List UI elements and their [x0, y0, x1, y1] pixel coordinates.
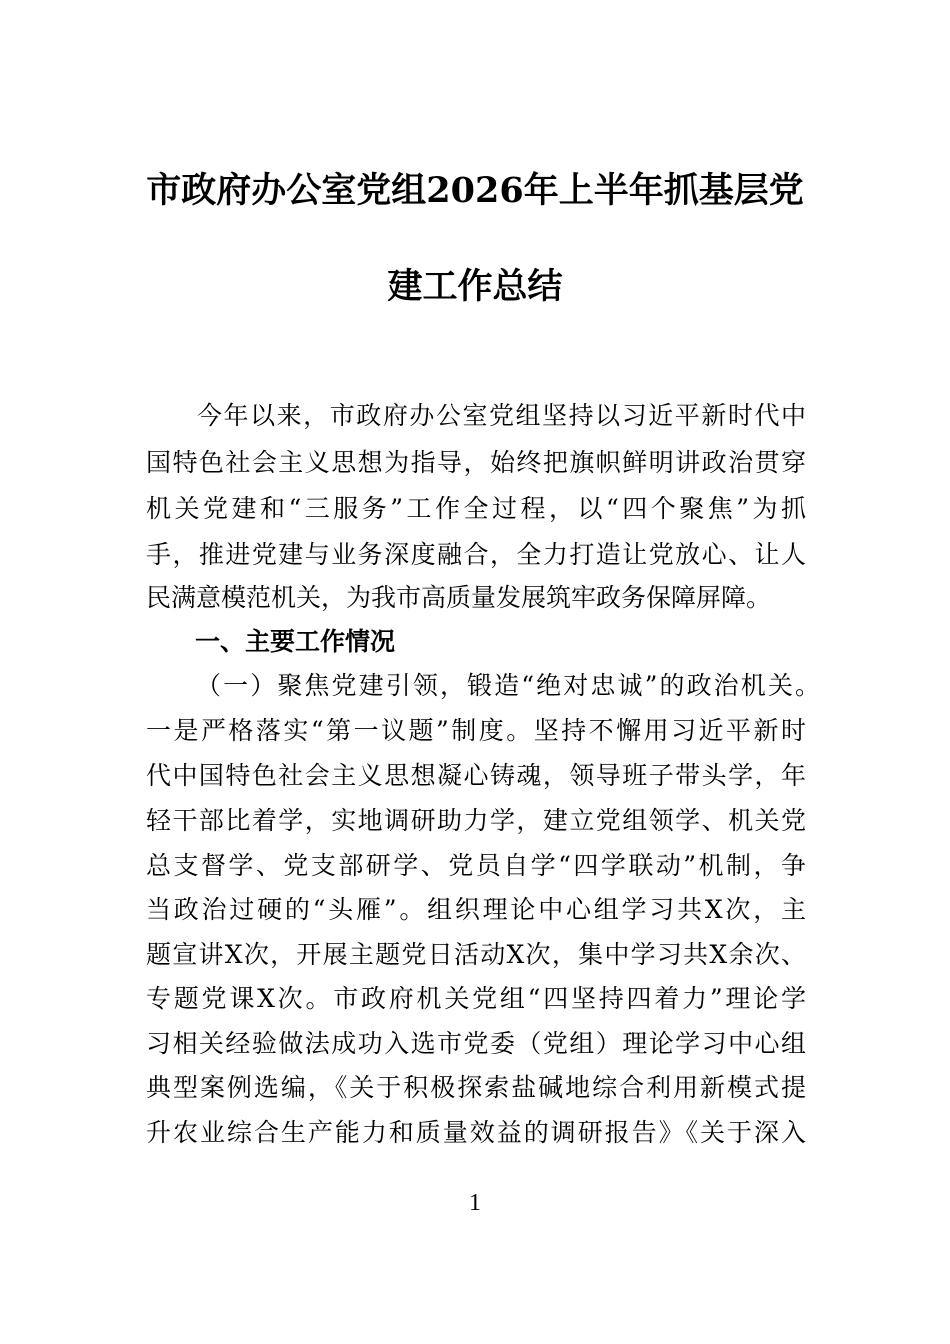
body-line-4: 总支督学、党支部研学、党员自学“四学联动”机制，争	[146, 851, 806, 880]
intro-line-4: 手，推进党建与业务深度融合，全力打造让党放心、让人	[146, 540, 806, 569]
intro-line-1: 今年以来，市政府办公室党组坚持以习近平新时代中	[197, 401, 806, 430]
body-line-5: 当政治过硬的“头雁”。组织理论中心组学习共X次，主	[146, 895, 806, 924]
document-title-line-1: 市政府办公室党组2026年上半年抓基层党	[146, 170, 804, 211]
body-line-10: 升农业综合生产能力和质量效益的调研报告》《关于深入	[146, 1118, 806, 1147]
body-line-8: 习相关经验做法成功入选市党委（党组）理论学习中心组	[146, 1029, 806, 1058]
document-title-line-2: 建工作总结	[387, 266, 563, 307]
body-line-2: 代中国特色社会主义思想凝心铸魂，领导班子带头学，年	[146, 761, 806, 790]
section-heading: 一、主要工作情况	[195, 627, 396, 656]
body-line-9: 典型案例选编，《关于积极探索盐碱地综合利用新模式提	[146, 1073, 806, 1102]
intro-line-3: 机关党建和“三服务”工作全过程，以“四个聚焦”为抓	[146, 494, 806, 523]
body-line-3: 轻干部比着学，实地调研助力学，建立党组领学、机关党	[146, 806, 806, 835]
body-line-1: 一是严格落实“第一议题”制度。坚持不懈用习近平新时	[146, 716, 806, 745]
body-line-6: 题宣讲X次，开展主题党日活动X次，集中学习共X余次、	[146, 940, 806, 969]
intro-line-2: 国特色社会主义思想为指导，始终把旗帜鲜明讲政治贯穿	[146, 448, 806, 477]
page-number: 1	[469, 1190, 481, 1216]
subsection-heading: （一）聚焦党建引领，锻造“绝对忠诚”的政治机关。	[196, 671, 820, 700]
body-line-7: 专题党课X次。市政府机关党组“四坚持四着力”理论学	[146, 984, 806, 1013]
intro-line-5: 民满意模范机关，为我市高质量发展筑牢政务保障屏障。	[146, 583, 772, 612]
